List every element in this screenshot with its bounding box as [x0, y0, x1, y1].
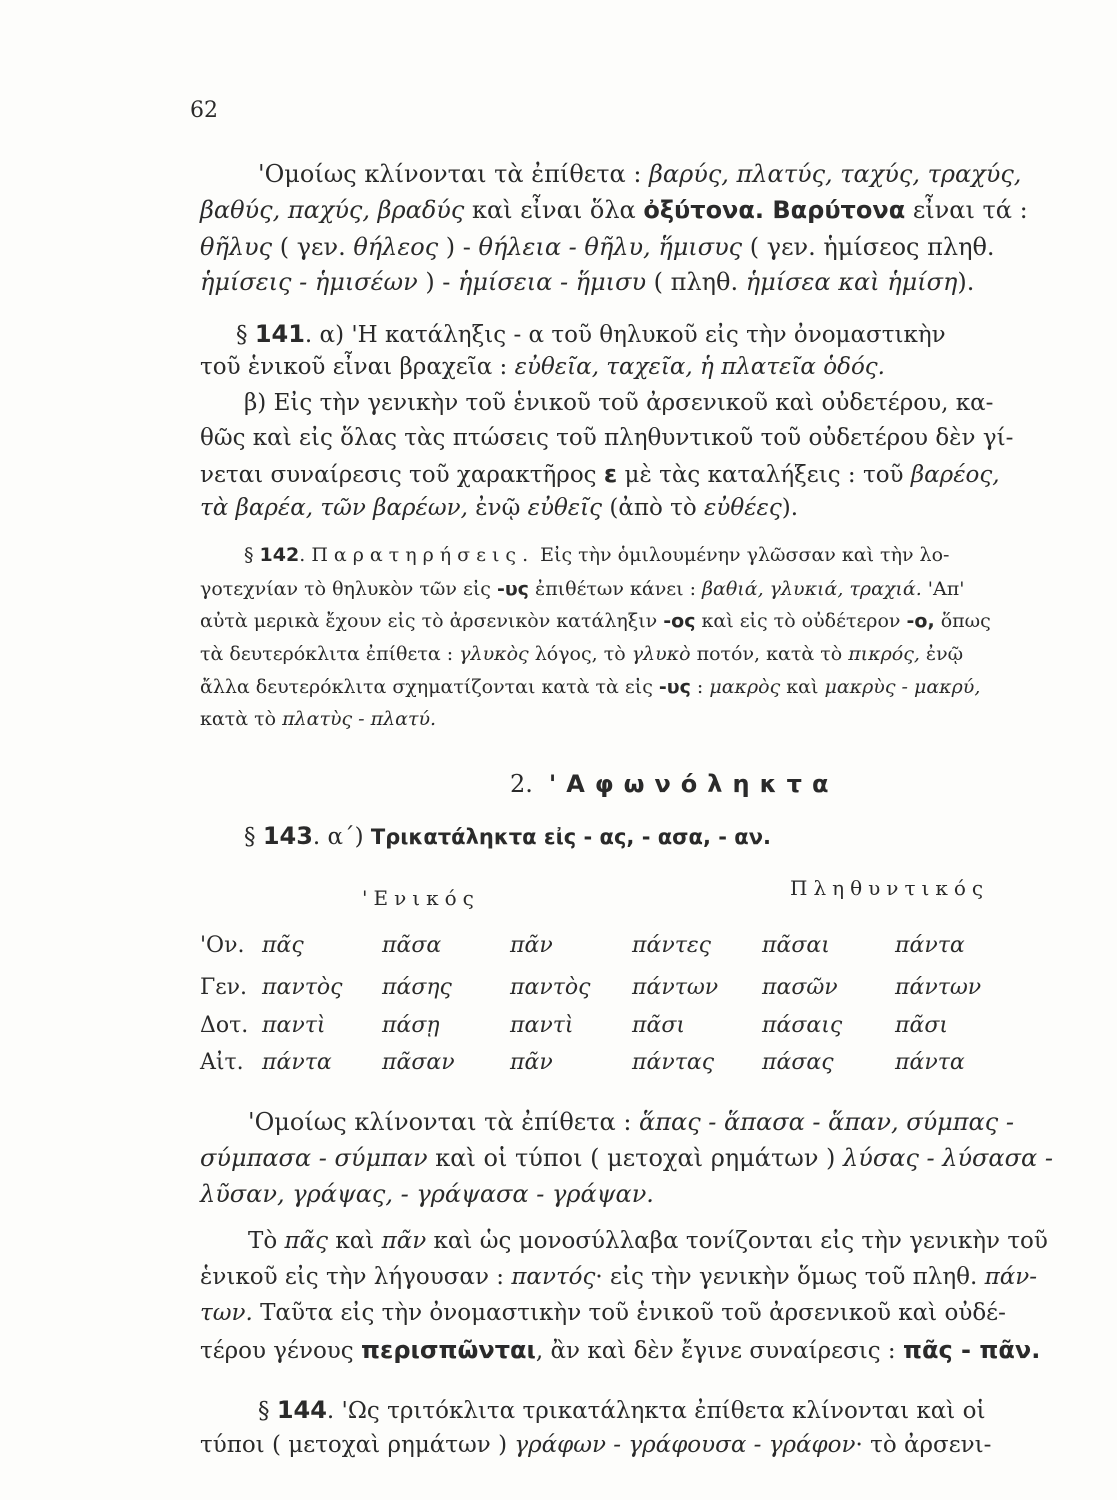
table-cell: πάντων — [632, 975, 719, 1000]
sec144-line2: τύποι ( μετοχαὶ ρημάτων ) γράφων - γράφουσα - γράφον· τὸ ἀρσενι- — [200, 1432, 992, 1458]
table-cell: πάντων — [895, 975, 982, 1000]
table-cell: πασῶν — [762, 975, 838, 1000]
para1-line3: θῆλυς ( γεν. θήλεος ) - θήλεια - θῆλυ, ἥμισυς ( γεν. ἡμίσεος πληθ. — [200, 233, 995, 261]
sec141-line2: τοῦ ἑνικοῦ εἶναι βραχεῖα : εὐθεῖα, ταχεῖα, ἡ πλατεῖα ὁδός. — [200, 354, 885, 380]
sec142-line2: γοτεχνίαν τὸ θηλυκὸν τῶν εἰς -υς ἐπιθέτων κάνει : βαθιά, γλυκιά, τραχιά. 'Απ' — [200, 578, 965, 600]
sec142-number: 142 — [259, 544, 300, 566]
sec142-line3: αὐτὰ μερικὰ ἔχουν εἰς τὸ ἀρσενικὸν κατάληξιν -ος καὶ εἰς τὸ οὐδέτερον -ο, ὅπως — [200, 610, 991, 632]
table-cell: πᾶσαι — [762, 933, 830, 958]
para1-line2: βαθύς, παχύς, βραδύς καὶ εἶναι ὅλα ὀξύτονα. Βαρύτονα εἶναι τά : — [200, 196, 1028, 224]
sec143-number: 143 — [262, 822, 313, 850]
sec142-line5: ἄλλα δευτερόκλιτα σχηματίζονται κατὰ τὰ εἰς -υς : μακρὸς καὶ μακρὺς - μακρύ, — [200, 676, 981, 698]
para3-line3: των. Ταῦτα εἰς τὴν ὀνομαστικὴν τοῦ ἑνικοῦ τοῦ ἀρσενικοῦ καὶ οὐδέ- — [200, 1300, 1006, 1326]
singular-label: 'Ενικός — [362, 886, 480, 910]
table-cell: πάσας — [762, 1050, 834, 1075]
sec141-line3: β) Εἰς τὴν γενικὴν τοῦ ἑνικοῦ τοῦ ἀρσενικοῦ καὶ οὐδετέρου, κα- — [244, 390, 994, 416]
para3-line4: τέρου γένους περισπῶνται, ἂν καὶ δὲν ἔγινε συναίρεσις : πᾶς - πᾶν. — [200, 1336, 1041, 1364]
sec141-line6: τὰ βαρέα, τῶν βαρέων, ἐνῷ εὐθεῖς (ἀπὸ τὸ εὐθέες). — [200, 495, 799, 521]
section-heading: 2. 'Αφωνόληκτα — [510, 770, 839, 798]
table-cell: παντὶ — [510, 1013, 574, 1038]
case-label: Αἰτ. — [200, 1050, 244, 1075]
section-sign: § — [244, 824, 263, 850]
case-label: 'Ον. — [200, 933, 245, 958]
sec144-line1: § 144. 'Ως τριτόκλιτα τρικατάληκτα ἐπίθετα κλίνονται καὶ οἱ — [258, 1396, 986, 1424]
sec144-number: 144 — [276, 1396, 327, 1424]
table-cell: πᾶς — [262, 933, 304, 958]
sec141-line1: § 141. α) 'Η κατάληξις - α τοῦ θηλυκοῦ εἰς τὴν ὀνομαστικὴν — [236, 320, 946, 348]
plural-label: Πληθυντικός — [790, 876, 990, 900]
table-cell: πᾶσα — [382, 933, 442, 958]
table-cell: πάντα — [895, 933, 965, 958]
table-cell: πάσαις — [762, 1013, 843, 1038]
table-cell: πάντα — [262, 1050, 332, 1075]
sec141-line4: θῶς καὶ εἰς ὅλας τὰς πτώσεις τοῦ πληθυντικοῦ τοῦ οὐδετέρου δὲν γί- — [200, 425, 1014, 451]
table-cell: πάντες — [632, 933, 711, 958]
table-cell: παντὸς — [262, 975, 343, 1000]
table-cell: πάσης — [382, 975, 452, 1000]
section-sign: § — [258, 1398, 277, 1424]
page-number: 62 — [190, 98, 218, 123]
table-cell: πᾶσι — [895, 1013, 948, 1038]
table-cell: πᾶν — [510, 933, 553, 958]
table-cell: πᾶν — [510, 1050, 553, 1075]
para3-line1: Τὸ πᾶς καὶ πᾶν καὶ ὡς μονοσύλλαβα τονίζονται εἰς τὴν γενικὴν τοῦ — [248, 1228, 1048, 1254]
sec142-line1: § 142. Παρατηρήσεις. Εἰς τὴν ὁμιλουμένην γλῶσσαν καὶ τὴν λο- — [244, 544, 950, 566]
sec142-label: Παρατηρήσεις. — [311, 544, 535, 566]
table-cell: παντὶ — [262, 1013, 326, 1038]
table-cell: πᾶσαν — [382, 1050, 455, 1075]
case-label: Δοτ. — [200, 1013, 249, 1038]
para1-line1: 'Ομοίως κλίνονται τὰ ἐπίθετα : βαρύς, πλατύς, ταχύς, τραχύς, — [258, 160, 1022, 188]
case-label: Γεν. — [200, 975, 248, 1000]
para2-line2: σύμπασα - σύμπαν καὶ οἱ τύποι ( μετοχαὶ ρημάτων ) λύσας - λύσασα - — [200, 1144, 1053, 1172]
para1-line4: ἡμίσεις - ἡμισέων ) - ἡμίσεια - ἥμισυ ( πληθ. ἡμίσεα καὶ ἡμίση). — [200, 268, 975, 296]
sec142-line4: τὰ δευτερόκλιτα ἐπίθετα : γλυκὸς λόγος, τὸ γλυκὸ ποτόν, κατὰ τὸ πικρός, ἐνῷ — [200, 643, 964, 665]
table-cell: παντὸς — [510, 975, 591, 1000]
sec142-line6: κατὰ τὸ πλατὺς - πλατύ. — [200, 708, 437, 730]
sec141-number: 141 — [254, 320, 305, 348]
para2-line1: 'Ομοίως κλίνονται τὰ ἐπίθετα : ἅπας - ἅπασα - ἅπαν, σύμπας - — [248, 1108, 1014, 1136]
table-cell: πάσῃ — [382, 1013, 440, 1038]
table-cell: πᾶσι — [632, 1013, 685, 1038]
para2-line3: λῦσαν, γράψας, - γράψασα - γράψαν. — [200, 1180, 654, 1208]
section-sign: § — [236, 322, 255, 348]
para3-line2: ἑνικοῦ εἰς τὴν λήγουσαν : παντός· εἰς τὴν γενικὴν ὅμως τοῦ πληθ. πάν- — [200, 1264, 1038, 1290]
table-cell: πάντα — [895, 1050, 965, 1075]
table-cell: πάντας — [632, 1050, 715, 1075]
sec141-line5: νεται συναίρεσις τοῦ χαρακτῆρος ε μὲ τὰς καταλήξεις : τοῦ βαρέος, — [200, 460, 1000, 488]
sec143-line: § 143. α΄) Τρικατάληκτα εἰς - ας, - ασα, - αν. — [244, 822, 771, 850]
section-sign: § — [244, 544, 260, 566]
